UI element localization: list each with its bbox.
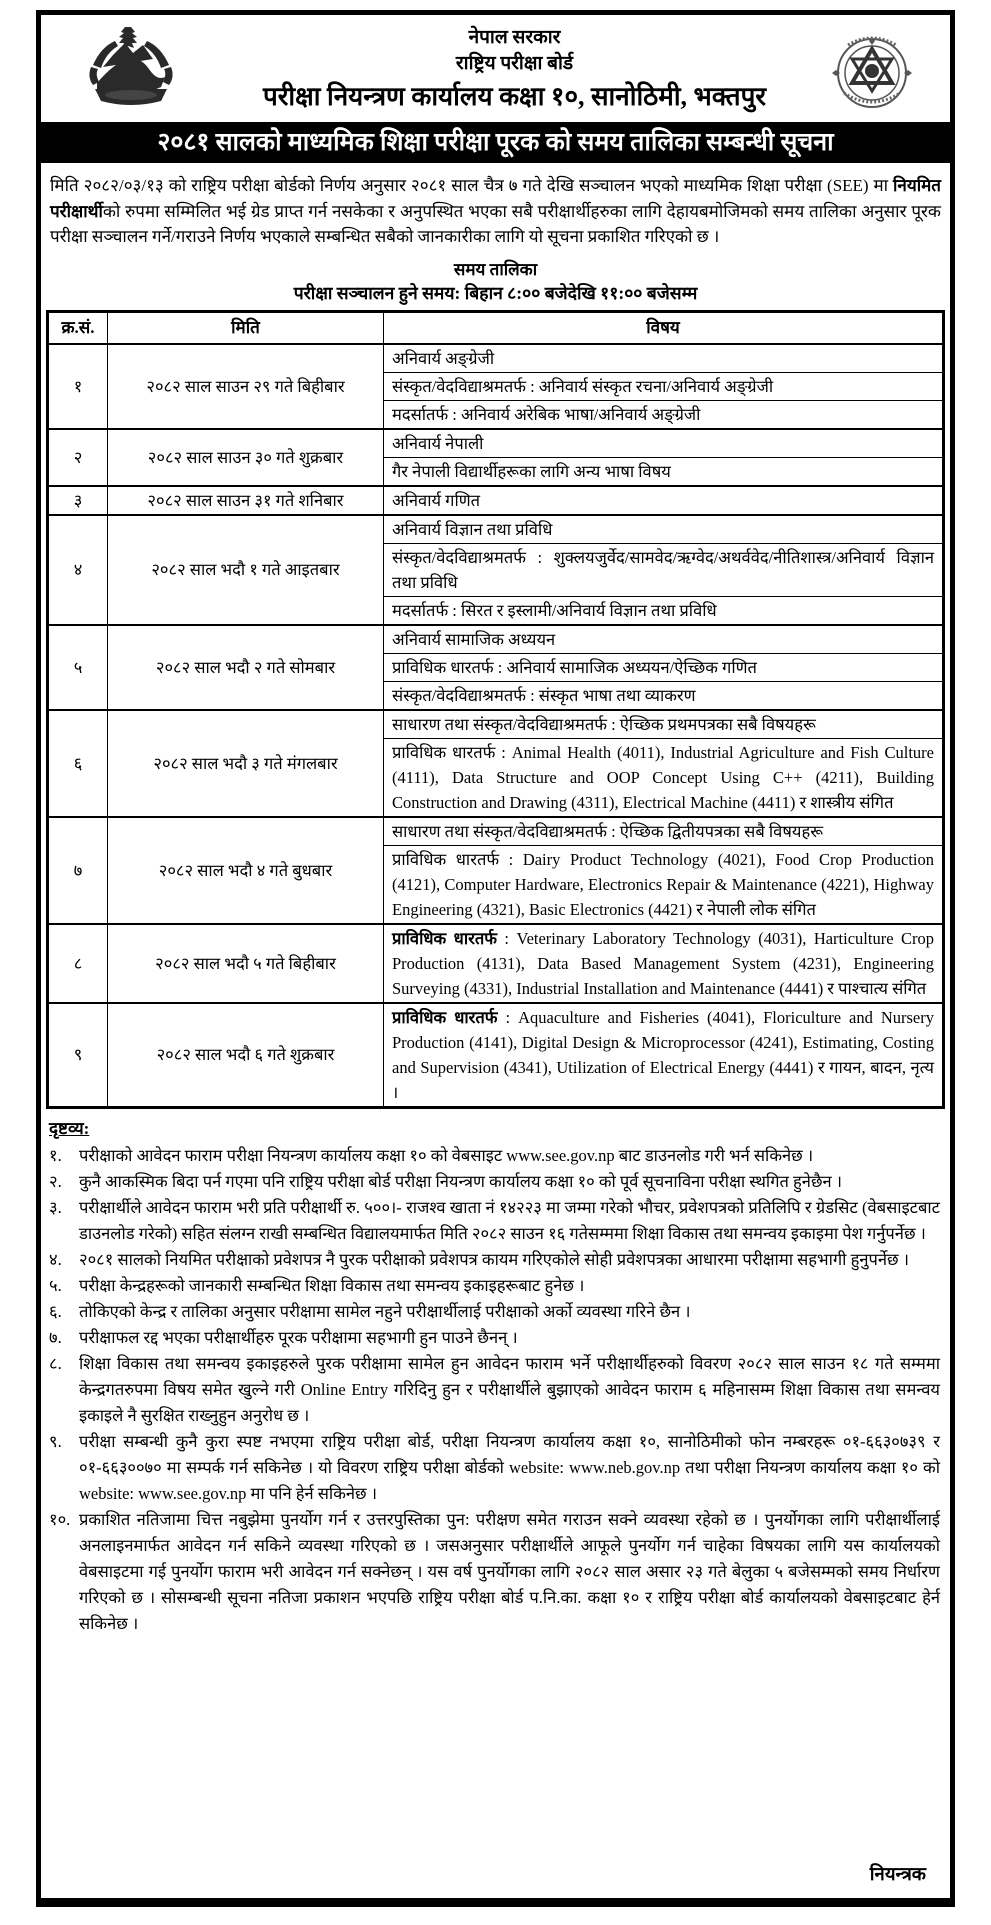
schedule-table [46, 310, 945, 1109]
board-line: राष्ट्रिय परीक्षा बोर्ड [455, 53, 574, 74]
schedule-row [48, 1003, 944, 1108]
exam-subject-cell: संस्कृत/वेदविद्याश्रमतर्फ : अनिवार्य संस्कृत रचना/अनिवार्य अङ्ग्रेजी [384, 372, 944, 400]
schedule-row [48, 429, 944, 458]
exam-subject-cell: साधारण तथा संस्कृत/वेदविद्याश्रमतर्फ : ऐच्छिक प्रथमपत्रका सबै विषयहरू [384, 710, 944, 739]
note-item [49, 1325, 940, 1351]
serial-number-cell: ६ [48, 710, 108, 817]
serial-number-cell: १ [48, 344, 108, 429]
note-number: ६. [49, 1301, 62, 1321]
exam-date-cell: २०८२ साल भदौ ४ गते बुधबार [108, 817, 384, 924]
note-text: शिक्षा विकास तथा समन्वय इकाइहरुले पुरक परीक्षामा सामेल हुन आवेदन फाराम भर्ने परीक्षार्थीहरुको विवरण २०८२ साल साउन १८ गते सम्ममा केन्द्रगतरुपमा विषय समेत खुल्ने गरी Online Entry गरिदिनु हुन र परीक्षार्थीले बुझाएको आवेदन फाराम ६ महिनासम्म शिक्षा विकास तथा समन्वय इकाइले नै सुरक्षित राख्नुहुन अनुरोध छ । [79, 1353, 940, 1425]
exam-date-cell: २०८२ साल भदौ ६ गते शुक्रबार [108, 1003, 384, 1108]
serial-number-cell: ८ [48, 924, 108, 1003]
note-item [49, 1143, 940, 1169]
note-number: ५. [49, 1275, 62, 1295]
document-frame [36, 10, 955, 1907]
exam-subject-cell: प्राविधिक धारतर्फ : Dairy Product Technology (4021), Food Crop Production (4121), Computer Hardware, Electronics Repair & Maintenance (4221), Highway Engineering (4321), Basic Electronics (4421) र नेपाली लोक संगित [384, 845, 944, 924]
serial-number-cell: २ [48, 429, 108, 486]
note-number: ४. [49, 1249, 62, 1269]
schedule-table-body [48, 344, 944, 1108]
note-text: परीक्षा सम्बन्धी कुनै कुरा स्पष्ट नभएमा राष्ट्रिय परीक्षा बोर्ड, परीक्षा नियन्त्रण कार्यालय कक्षा १०, सानोठिमीको फोन नम्बरहरू ०१-६६३०७३९ र ०१-६६३००७० मा सम्पर्क गर्न सकिनेछ । यो विवरण राष्ट्रिय परीक्षा बोर्डको website: www.neb.gov.np तथा परीक्षा नियन्त्रण कार्यालय कक्षा १० को website: www.see.gov.np मा पनि हेर्न सकिनेछ । [79, 1431, 940, 1503]
exam-date-cell: २०८२ साल साउन २९ गते बिहीबार [108, 344, 384, 429]
serial-number-cell: ३ [48, 486, 108, 515]
office-line: परीक्षा नियन्त्रण कार्यालय कक्षा १०, सानोठिमी, भक्तपुर [263, 82, 766, 111]
serial-number-cell: ७ [48, 817, 108, 924]
intro-part1: मिति २०८२/०३/१३ को राष्ट्रिय परीक्षा बोर्डको निर्णय अनुसार २०८१ साल चैत्र ७ गते देखि सञ्चालन भएको माध्यमिक शिक्षा परीक्षा (SEE) मा [50, 176, 894, 195]
notes-list [49, 1143, 940, 1637]
intro-paragraph [50, 173, 941, 250]
exam-subject-cell: प्राविधिक धारतर्फ : Aquaculture and Fisheries (4041), Floriculture and Nursery Production (4141), Digital Design & Microprocessor (4241), Estimating, Costing and Supervision (4341), Utilization of Electrical Energy (4441) र गायन, बादन, नृत्य । [384, 1003, 944, 1108]
note-text: कुनै आकस्मिक बिदा पर्न गएमा पनि राष्ट्रिय परीक्षा बोर्ड परीक्षा नियन्त्रण कार्यालय कक्षा १० को पूर्व सूचनाविना परीक्षा स्थगित हुनेछैन । [79, 1171, 843, 1191]
exam-subject-cell: अनिवार्य सामाजिक अध्ययन [384, 625, 944, 654]
note-item [49, 1247, 940, 1273]
serial-number-cell: ५ [48, 625, 108, 710]
note-number: ८. [49, 1353, 62, 1373]
exam-date-cell: २०८२ साल भदौ ३ गते मंगलबार [108, 710, 384, 817]
note-text: तोकिएको केन्द्र र तालिका अनुसार परीक्षामा सामेल नहुने परीक्षार्थीलाई परीक्षाको अर्को व्यवस्था गरिने छैन । [79, 1301, 691, 1321]
government-line: नेपाल सरकार [468, 27, 561, 48]
note-text: परीक्षा केन्द्रहरूको जानकारी सम्बन्धित शिक्षा विकास तथा समन्वय इकाइहरूबाट हुनेछ । [79, 1275, 585, 1295]
header-titles [201, 25, 828, 115]
exam-subject-cell: गैर नेपाली विद्यार्थीहरूका लागि अन्य भाषा विषय [384, 457, 944, 486]
exam-subject-cell: संस्कृत/वेदविद्याश्रमतर्फ : संस्कृत भाषा तथा व्याकरण [384, 681, 944, 710]
schedule-row [48, 817, 944, 846]
note-text: परीक्षाफल रद्द भएका परीक्षार्थीहरु पूरक परीक्षामा सहभागी हुन पाउने छैनन् । [79, 1327, 518, 1347]
note-item [49, 1195, 940, 1247]
note-text: परीक्षार्थीले आवेदन फाराम भरी प्रति परीक्षार्थी रु. ५००।- राजश्व खाता नं १४२२३ मा जम्मा गरेको भौचर, प्रवेशपत्रको प्रतिलिपि र ग्रेडसिट (वेबसाइटबाट डाउनलोड गरेको) सहित संलग्न राखी सम्बन्धित विद्यालयमार्फत मिति २०८२ साउन १६ गतेसम्ममा शिक्षा विकास तथा समन्वय इकाइमा पेश गर्नुपर्नेछ । [79, 1197, 940, 1243]
exam-date-cell: २०८२ साल भदौ १ गते आइतबार [108, 515, 384, 625]
exam-subject-cell: प्राविधिक धारतर्फ : Animal Health (4011), Industrial Agriculture and Fish Culture (4111), Data Structure and OOP Concept Using C++ (4211), Building Construction and Drawing (4311), Electrical Machine (4411) र शास्त्रीय संगित [384, 738, 944, 817]
exam-subject-cell: अनिवार्य नेपाली [384, 429, 944, 458]
exam-date-cell: २०८२ साल साउन ३१ गते शनिबार [108, 486, 384, 515]
intro-bold: नियमित परीक्षार्थी [50, 176, 941, 221]
note-number: ३. [49, 1197, 62, 1217]
exam-subject-cell: मदर्सातर्फ : अनिवार्य अरेबिक भाषा/अनिवार्य अङ्ग्रेजी [384, 400, 944, 429]
note-number: १. [49, 1145, 62, 1165]
intro-part2: को रुपमा सम्मिलित भई ग्रेड प्राप्त गर्न नसकेका र अनुपस्थित भएका सबै परीक्षार्थीहरुका लागि देहायबमोजिमको समय तालिका अनुसार पूरक परीक्षा सञ्चालन गर्ने/गराउने निर्णय भएकाले सम्बन्धित सबैको जानकारीका लागि यो सूचना प्रकाशित गरिएको छ । [50, 201, 941, 246]
controller-signature: नियन्त्रक [869, 1865, 926, 1885]
exam-subject-cell: अनिवार्य अङ्ग्रेजी [384, 344, 944, 373]
note-number: २. [49, 1171, 62, 1191]
note-text: परीक्षाको आवेदन फाराम परीक्षा नियन्त्रण कार्यालय कक्षा १० को वेबसाइट www.see.gov.np बाट डाउनलोड गरी भर्न सकिनेछ । [79, 1145, 814, 1165]
exam-subject-cell: प्राविधिक धारतर्फ : Veterinary Laboratory Technology (4031), Harticulture Crop Production (4131), Data Based Management System (4231), Engineering Surveying (4331), Industrial Installation and Maintenance (4441) र पाश्चात्य संगित [384, 924, 944, 1003]
schedule-row [48, 486, 944, 515]
notice-title-banner: २०८१ सालको माध्यमिक शिक्षा परीक्षा पूरक को समय तालिका सम्बन्धी सूचना [41, 122, 950, 163]
schedule-row [48, 515, 944, 544]
exam-date-cell: २०८२ साल साउन ३० गते शुक्रबार [108, 429, 384, 486]
exam-subject-cell: अनिवार्य गणित [384, 486, 944, 515]
note-item [49, 1351, 940, 1429]
exam-subject-cell: संस्कृत/वेदविद्याश्रमतर्फ : शुक्लयजुर्वेद/सामवेद/ऋग्वेद/अथर्ववेद/नीतिशास्त्र/अनिवार्य विज्ञान तथा प्रविधि [384, 543, 944, 596]
note-number: ९. [49, 1431, 62, 1451]
note-text: प्रकाशित नतिजामा चित्त नबुझेमा पुनर्योग गर्न र उत्तरपुस्तिका पुन: परीक्षण समेत गराउन सक्ने व्यवस्था रहेको छ । पुनर्योगका लागि परीक्षार्थीलाई अनलाइनमार्फत आवेदन गर्न सकिने व्यवस्था गरिएको छ । जसअनुसार परीक्षार्थीले आफूले पुनर्योग गर्न चाहेका विषयका लागि यस कार्यालयको वेबसाइटमा गई पुनर्योग फाराम भरी आवेदन गर्न सक्नेछन् । यस वर्ष पुनर्योगका लागि २०८२ साल असार २३ गते बेलुका ५ बजेसम्मको समय निर्धारण गरिएको छ । सोसम्बन्धी सूचना नतिजा प्रकाशन भएपछि राष्ट्रिय परीक्षा बोर्ड प.नि.का. कक्षा १० र राष्ट्रिय परीक्षा बोर्ड कार्यालयको वेबसाइटबाट हेर्न सकिनेछ । [79, 1509, 940, 1633]
column-serial: क्र.सं. [48, 311, 108, 344]
exam-date-cell: २०८२ साल भदौ ५ गते बिहीबार [108, 924, 384, 1003]
note-number: ७. [49, 1327, 62, 1347]
note-item [49, 1273, 940, 1299]
schedule-row [48, 344, 944, 373]
table-header-row [48, 311, 944, 344]
exam-subject-cell: प्राविधिक धारतर्फ : अनिवार्य सामाजिक अध्ययन/ऐच्छिक गणित [384, 653, 944, 681]
exam-date-cell: २०८२ साल भदौ २ गते सोमबार [108, 625, 384, 710]
schedule-row [48, 625, 944, 654]
serial-number-cell: ९ [48, 1003, 108, 1108]
exam-subject-cell: साधारण तथा संस्कृत/वेदविद्याश्रमतर्फ : ऐच्छिक द्वितीयपत्रका सबै विषयहरू [384, 817, 944, 846]
note-item [49, 1299, 940, 1325]
note-item [49, 1507, 940, 1637]
exam-subject-cell: अनिवार्य विज्ञान तथा प्रविधि [384, 515, 944, 544]
note-number: १०. [49, 1509, 71, 1529]
note-item [49, 1429, 940, 1507]
schedule-row [48, 710, 944, 739]
schedule-title: समय तालिका [453, 259, 538, 279]
exam-subject-cell: मदर्सातर्फ : सिरत र इस्लामी/अनिवार्य विज्ञान तथा प्रविधि [384, 596, 944, 625]
serial-number-cell: ४ [48, 515, 108, 625]
column-subject: विषय [384, 311, 944, 344]
document-header [55, 25, 936, 116]
column-date: मिति [108, 311, 384, 344]
note-item [49, 1169, 940, 1195]
schedule-row [48, 924, 944, 1003]
exam-time-line: परीक्षा सञ्चालन हुने समय: बिहान ८:०० बजेदेखि ११:०० बजेसम्म [293, 282, 698, 303]
notes-heading: दृष्टव्य: [49, 1118, 90, 1138]
nepal-government-emblem-icon [55, 25, 201, 112]
note-text: २०८१ सालको नियमित परीक्षाको प्रवेशपत्र नै पुरक परीक्षाको प्रवेशपत्र कायम गरिएकोले सोही प्रवेशपत्रका आधारमा परीक्षामा सहभागी हुनुपर्नेछ । [79, 1249, 909, 1269]
neb-seal-icon [828, 25, 936, 116]
notes-section [49, 1117, 940, 1637]
